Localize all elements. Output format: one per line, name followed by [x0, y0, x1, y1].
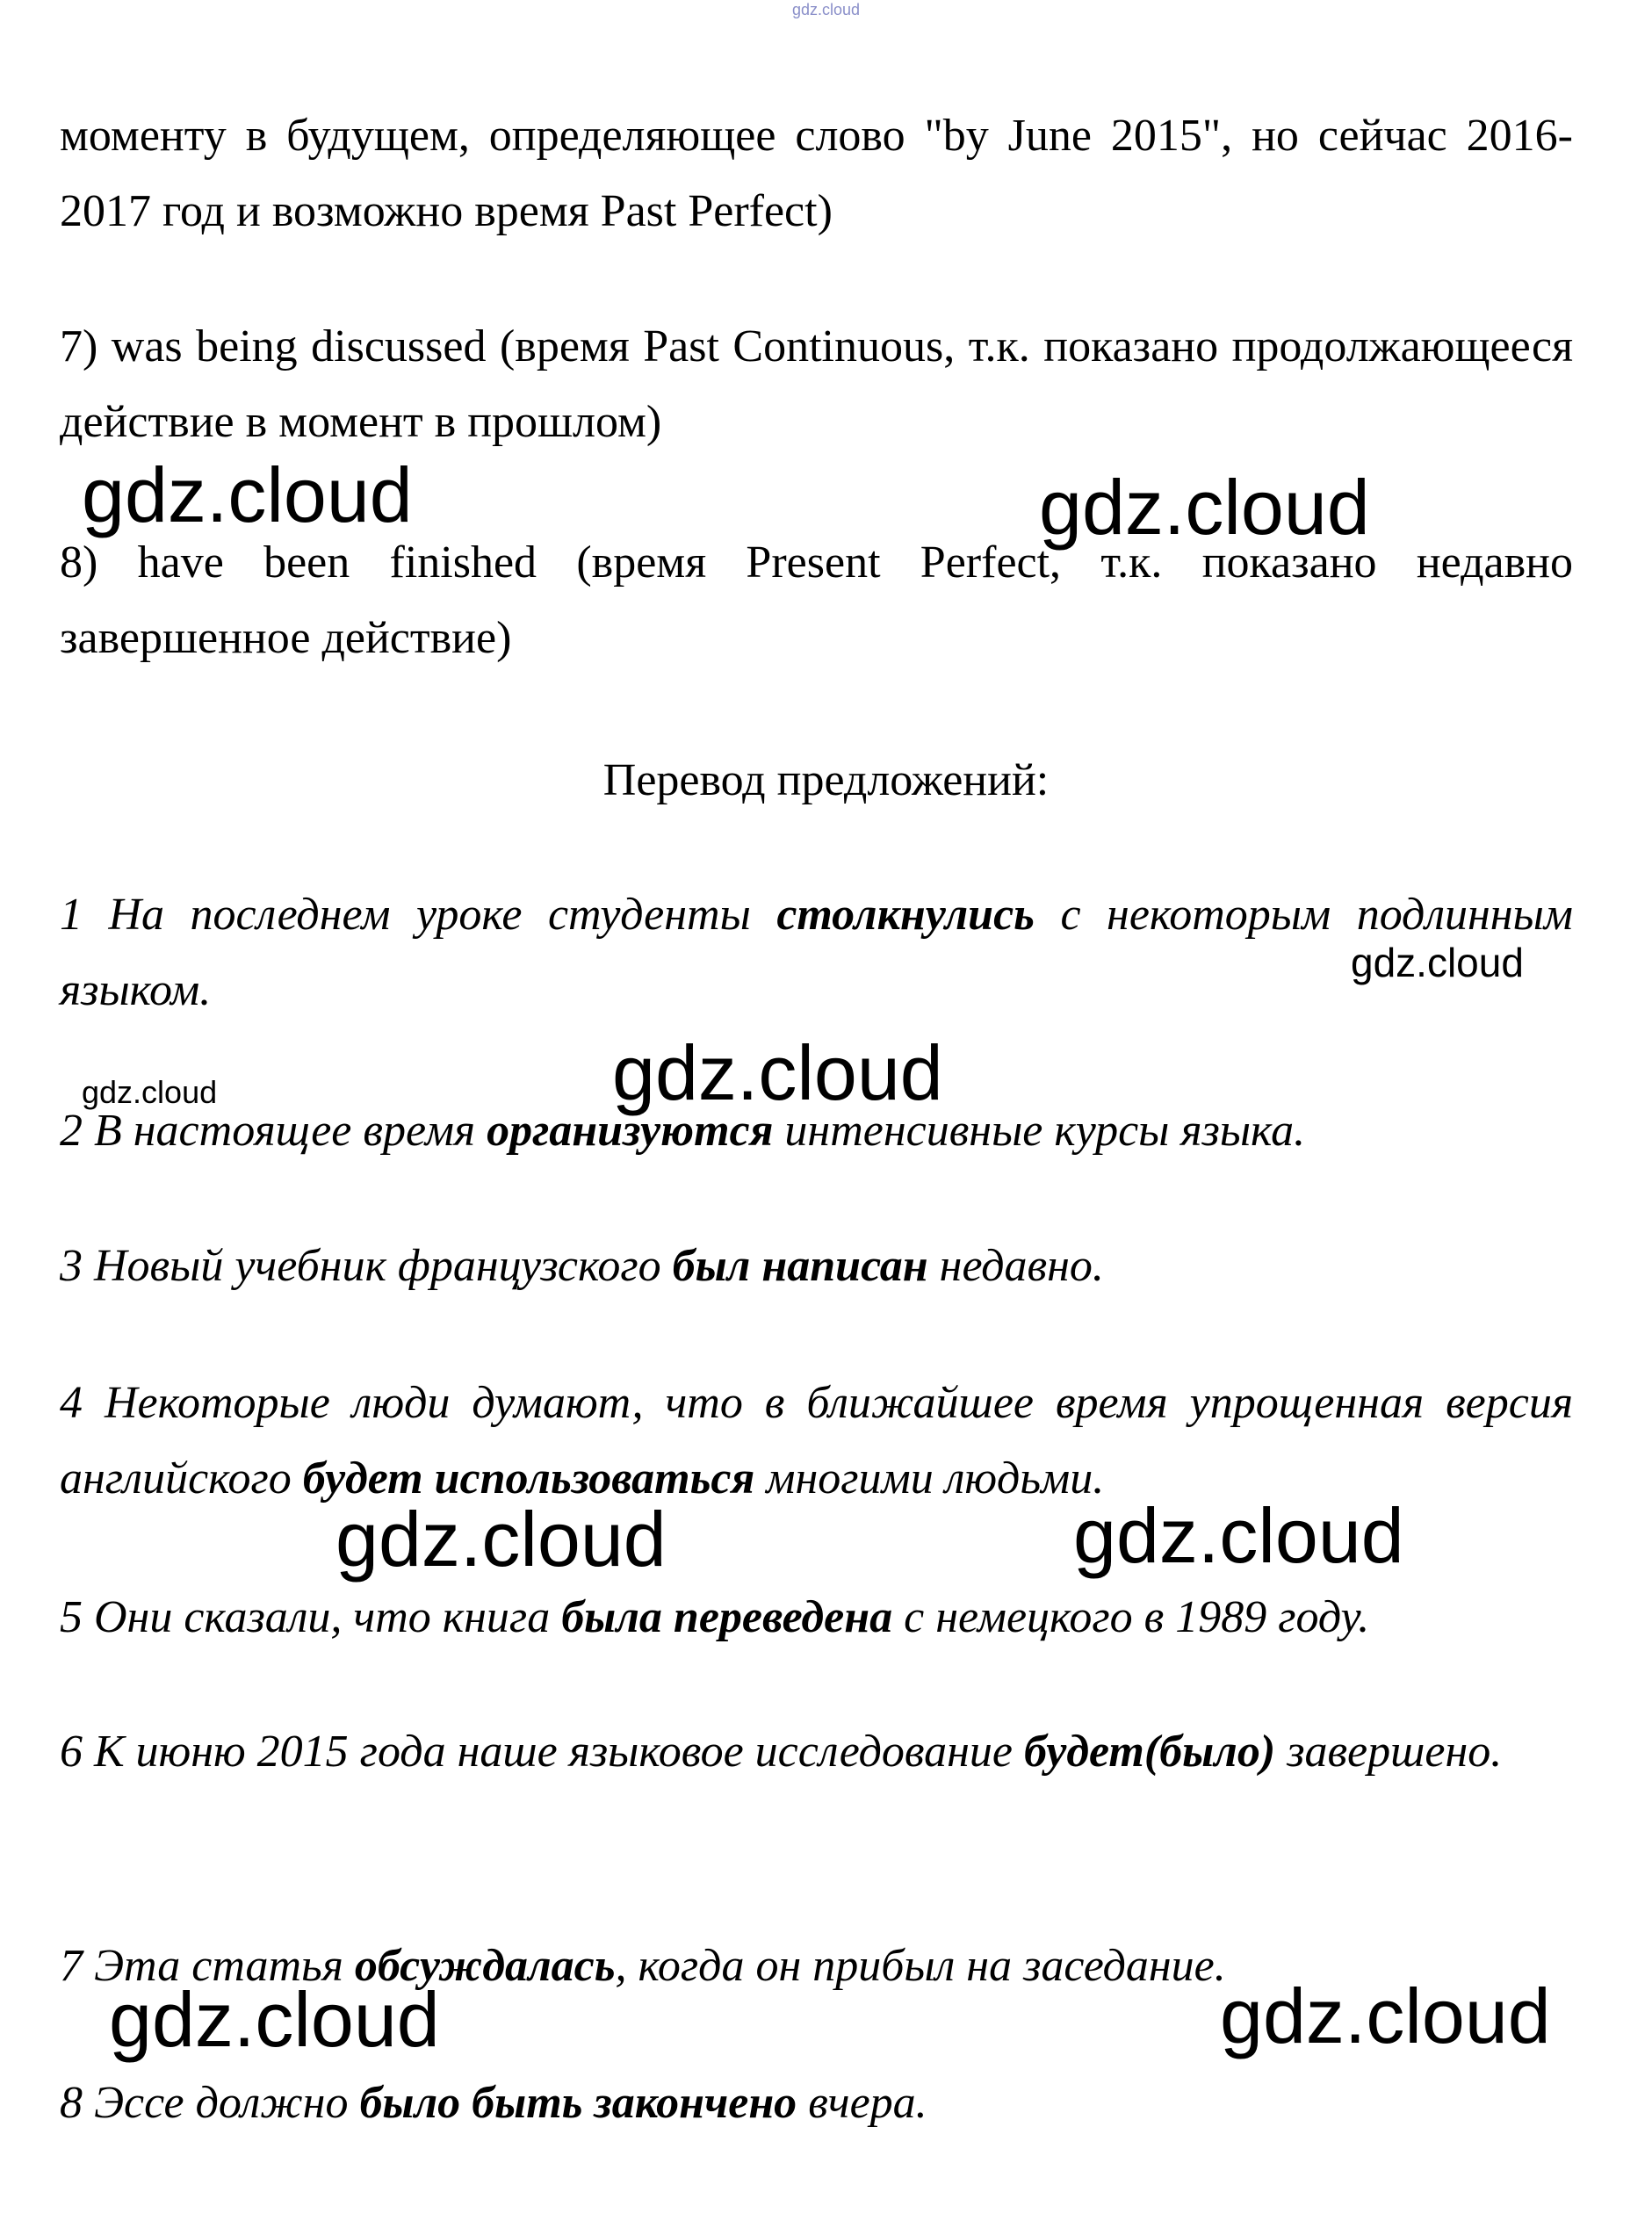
translation-7-rest: , когда он прибыл на заседание.: [615, 1941, 1226, 1991]
translation-5-verb: была переведена: [561, 1592, 893, 1642]
translation-8-verb: было быть закончено: [359, 2078, 797, 2128]
translation-6-verb: будет(было): [1024, 1727, 1276, 1777]
watermark: gdz.cloud: [1073, 1492, 1404, 1579]
translation-3-text: 3 Новый учебник французского: [60, 1241, 673, 1291]
translation-7-text: 7 Эта статья: [60, 1941, 355, 1991]
watermark: gdz.cloud: [82, 1074, 218, 1110]
watermark: gdz.cloud: [1039, 464, 1370, 551]
watermark: gdz.cloud: [82, 451, 413, 538]
header-watermark: gdz.cloud: [791, 1, 861, 18]
translation-8: [60, 2066, 1573, 2141]
translation-2-text: 2 В настоящее время: [60, 1106, 487, 1156]
translation-6-text: 6 К июню 2015 года наше языковое исследование: [60, 1727, 1024, 1777]
translation-heading: Перевод предложений:: [602, 755, 1050, 805]
explanation-item-8: 8) have been finished (время Present Perfect, т.к. показано недавно завершенное действие): [60, 537, 1573, 663]
translation-3-rest: недавно.: [927, 1241, 1104, 1291]
translation-3-verb: был написан: [672, 1241, 928, 1291]
watermark: gdz.cloud: [1351, 940, 1524, 985]
watermark: gdz.cloud: [1220, 1972, 1551, 2059]
translation-2-rest: интенсивные курсы языка.: [773, 1106, 1306, 1156]
watermark: gdz.cloud: [335, 1496, 667, 1583]
explanation-continuation: моменту в будущем, определяющее слово "by June 2015", но сейчас 2016-2017 год и возможно время Past Perfect): [60, 111, 1573, 236]
translation-1-rest: с некоторым подлинным языком.: [60, 890, 1573, 1015]
translation-1-text: 1 На последнем уроке студенты: [60, 890, 777, 940]
translation-2-verb: организуются: [487, 1106, 774, 1156]
translation-6-rest: завершено.: [1275, 1727, 1503, 1777]
translation-4-text: 4 Некоторые люди думают, что в ближайшее время упрощенная версия английского: [60, 1378, 1573, 1504]
translation-1: [60, 877, 1573, 1028]
translation-5-text: 5 Они сказали, что книга: [60, 1592, 562, 1642]
translation-4-rest: многими людьми.: [754, 1453, 1105, 1504]
watermark: gdz.cloud: [612, 1029, 943, 1116]
explanation-item-7: 7) was being discussed (время Past Continuous, т.к. показано продолжающееся действие в момент в прошлом): [60, 321, 1573, 447]
translation-7-verb: обсуждалась: [354, 1941, 616, 1991]
translation-1-verb: столкнулись: [776, 890, 1035, 940]
translation-4-verb: будет использоваться: [302, 1453, 755, 1504]
translation-6: [60, 1714, 1573, 1790]
translation-5-rest: с немецкого в 1989 году.: [892, 1592, 1370, 1642]
translation-3: [60, 1229, 1573, 1304]
translation-8-text: 8 Эссе должно: [60, 2078, 360, 2128]
translation-8-rest: вчера.: [797, 2078, 927, 2128]
translation-5: [60, 1580, 1573, 1655]
watermark: gdz.cloud: [109, 1976, 440, 2063]
